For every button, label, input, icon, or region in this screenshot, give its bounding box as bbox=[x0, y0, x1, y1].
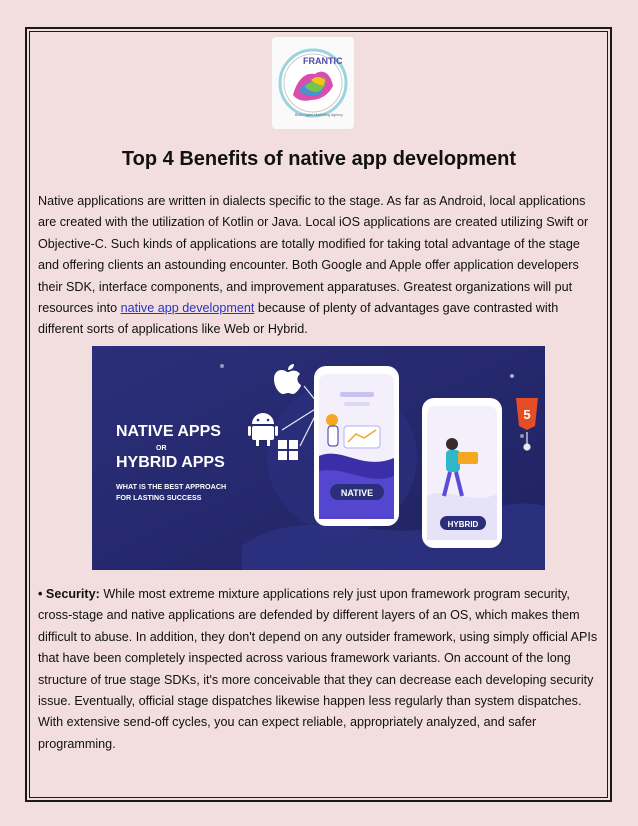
intro-text-after: because of plenty of advantages gave contrasted with different sorts of applications like Web or Hybrid. bbox=[38, 301, 559, 337]
intro-text-before: Native applications are written in dialects specific to the stage. As far as Android, local applications are created with the utilization of Kotlin or Java. Local iOS applications are created utilizing Swift or Objective-C. Such kinds of applications are totally modified for taking total advantage of the stage and offering clients an astounding encounter. Both Google and Apple offer application developers their SDK, interface components, and improvement apparatuses. Greatest organizations will put resources into bbox=[38, 194, 589, 316]
html5-icon bbox=[516, 398, 538, 430]
native-app-development-link[interactable]: native app development bbox=[120, 301, 255, 316]
html5-badge-number: 5 bbox=[523, 407, 531, 422]
native-phone bbox=[314, 366, 399, 526]
frantic-logo bbox=[272, 37, 354, 129]
banner-line-hybrid: HYBRID APPS bbox=[116, 454, 225, 471]
intro-paragraph bbox=[38, 191, 603, 341]
banner-illustration bbox=[92, 346, 545, 570]
banner-line-or: OR bbox=[156, 445, 167, 452]
logo-graphic bbox=[275, 40, 351, 126]
native-vs-hybrid-banner bbox=[92, 346, 545, 570]
hybrid-phone bbox=[422, 398, 502, 548]
banner-line-native: NATIVE APPS bbox=[116, 423, 221, 440]
page-title: Top 4 Benefits of native app development bbox=[121, 148, 517, 170]
security-heading: Security: bbox=[45, 587, 100, 601]
native-label: NATIVE bbox=[340, 488, 374, 498]
hybrid-label: HYBRID bbox=[447, 520, 479, 529]
banner-tagline-1: WHAT IS THE BEST APPROACH bbox=[116, 482, 227, 491]
security-paragraph bbox=[38, 584, 603, 755]
banner-tagline-2: FOR LASTING SUCCESS bbox=[116, 493, 202, 502]
logo-subtitle: Best Digital Marketing Agency bbox=[295, 113, 343, 117]
logo-wordmark: FRANTIC bbox=[303, 56, 343, 66]
security-bullet: • bbox=[38, 587, 43, 601]
security-text: While most extreme mixture applications rely just upon framework program security, cross-stage and native applications are defended by different layers of an OS, which makes them difficult to abuse. In addition, they don't depend on any outsider framework, using simply official APIs that have been completely inspected across various framework variants. On account of the long structure of true stage SDKs, it's more conceivable that they can decrease each developing security issue. Eventually, official stage dispatches likewise happen less regularly than system dispatches. With extensive send-off cycles, you can expect reliable, appropriately analyzed, and safer programming. bbox=[38, 587, 598, 751]
